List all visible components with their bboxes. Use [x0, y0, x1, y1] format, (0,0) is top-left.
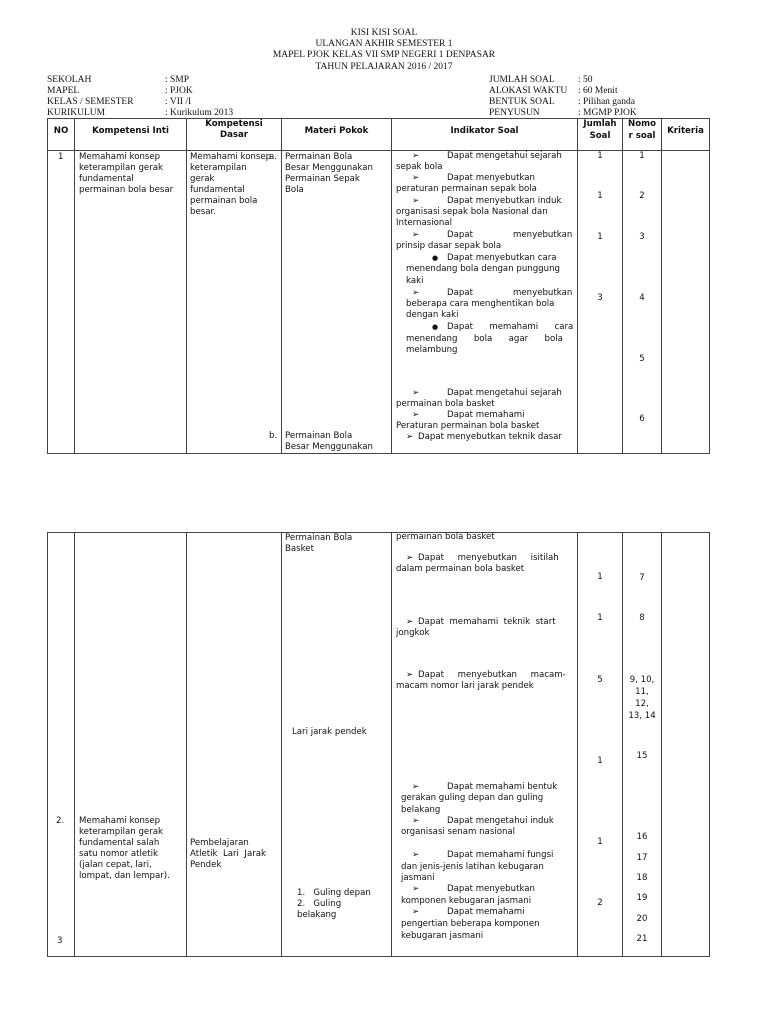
bullet-dot: ●	[432, 254, 439, 262]
info-value-mapel: : PJOK	[165, 86, 193, 96]
indicator-5-c: kaki	[406, 276, 424, 286]
row-2-nomor-12: 12,	[635, 699, 649, 709]
row-1-nomor-6: 6	[639, 414, 645, 424]
doc-title-2: ULANGAN AKHIR SEMESTER 1	[315, 39, 453, 49]
bullet-arrow: ➢	[412, 288, 420, 298]
row-1-nomor-1: 1	[639, 151, 645, 161]
bullet-arrow: ➢	[412, 850, 420, 860]
row-2-nomor-20: 20	[636, 914, 648, 924]
indicator-guling-2: gerakan guling depan dan guling	[401, 793, 544, 803]
materi-a-4: Bola	[285, 185, 304, 195]
indicator-7-c: melambung	[406, 345, 458, 355]
info-label-kelas: KELAS / SEMESTER	[47, 97, 134, 107]
indicator-1-a: Dapat mengetahui sejarah	[447, 151, 562, 161]
row-2-ki-6: lompat, dan lempar).	[79, 871, 170, 881]
indicator-senam-2: organisasi senam nasional	[401, 827, 516, 837]
info-label-alokasi: ALOKASI WAKTU	[489, 86, 568, 96]
bullet-arrow: ➢	[406, 617, 414, 627]
bullet-arrow: ➢	[406, 670, 414, 680]
materi-guling-1: 1. Guling depan	[297, 888, 371, 898]
indicator-3-c: Internasional	[396, 218, 452, 228]
materi-a-2: Besar Menggunakan	[285, 163, 373, 173]
row-2-jumlah-1: 1	[597, 572, 603, 582]
indicator-8-b: permainan bola basket	[396, 399, 495, 409]
info-label-penyusun: PENYUSUN	[489, 108, 540, 118]
indicator-4-c: prinsip dasar sepak bola	[396, 241, 502, 251]
indicator-1-b: sepak bola	[396, 162, 443, 172]
bullet-arrow: ➢	[412, 816, 420, 826]
row-2-ki-1: Memahami konsep	[79, 816, 161, 826]
row-2-nomor-16: 16	[636, 832, 648, 842]
indicator-lari-1: Dapat menyebutkan macam-	[418, 670, 566, 680]
row-2-jumlah-4: 1	[597, 756, 603, 766]
row-1-kd-2: keterampilan	[190, 163, 247, 173]
indicator-5-a: Dapat menyebutkan cara	[447, 253, 557, 263]
row-2-nomor-9: 9, 10,	[629, 675, 655, 685]
header-indikator-soal: Indikator Soal	[450, 126, 519, 136]
indicator-9-b: Peraturan permainan bola basket	[396, 421, 540, 431]
row-3-no: 3	[57, 936, 63, 946]
indicator-6-b: menyebutkan	[513, 288, 573, 298]
bullet-arrow: ➢	[412, 173, 420, 183]
row-1-ki-1: Memahami konsep	[79, 152, 161, 162]
row-1-kd-6: besar.	[190, 207, 216, 217]
header-nomor-soal-1: Nomo	[628, 119, 656, 129]
indicator-4-a: Dapat	[447, 230, 473, 240]
row-2-nomor-7: 7	[639, 573, 645, 583]
row-1-nomor-4: 4	[639, 293, 645, 303]
row-1-jumlah-1: 1	[597, 151, 603, 161]
row-2-kd-2: Atletik Lari Jarak	[190, 849, 266, 859]
header-jumlah-soal-2: Soal	[589, 131, 611, 141]
materi-guling-2: 2. Guling	[297, 899, 342, 909]
materi-basket-2: Basket	[285, 544, 314, 554]
info-label-sekolah: SEKOLAH	[47, 75, 92, 85]
header-jumlah-soal-1: Jumlah	[583, 119, 617, 129]
indicator-6-d: dengan kaki	[406, 310, 459, 320]
info-value-kurikulum: : Kurikulum 2013	[165, 108, 234, 118]
indicator-9-a: Dapat memahami	[447, 410, 525, 420]
indicator-start-2: jongkok	[396, 628, 430, 638]
header-no: NO	[53, 126, 69, 136]
bullet-arrow: ➢	[406, 432, 414, 442]
materi-b-2: Besar Menggunakan	[285, 442, 373, 452]
bullet-arrow: ➢	[406, 553, 414, 563]
info-label-jumlah: JUMLAH SOAL	[489, 75, 555, 85]
bullet-arrow: ➢	[412, 230, 420, 240]
info-value-bentuk: : Pilihan ganda	[578, 97, 635, 107]
indicator-fungsi-1: Dapat memahami fungsi	[447, 850, 554, 860]
bullet-arrow: ➢	[412, 196, 420, 206]
materi-guling-3: belakang	[297, 910, 337, 920]
row-1-ki-4: permainan bola besar	[79, 185, 174, 195]
row-1-kd-4: fundamental	[190, 185, 245, 195]
row-2-nomor-8: 8	[639, 613, 645, 623]
indicator-3-a: Dapat menyebutkan induk	[447, 196, 562, 206]
row-2-nomor-17: 17	[636, 853, 648, 863]
row-2-jumlah-5: 1	[597, 837, 603, 847]
info-value-penyusun: : MGMP PJOK	[578, 108, 637, 118]
header-kompetensi-inti: Kompetensi Inti	[92, 126, 169, 136]
indicator-cont: permainan bola basket	[396, 532, 495, 542]
row-1-nomor-2: 2	[639, 191, 645, 201]
materi-basket-1: Permainan Bola	[285, 533, 353, 543]
bullet-arrow: ➢	[412, 410, 420, 420]
header-kriteria: Kriteria	[667, 126, 704, 136]
indicator-2-a: Dapat menyebutkan	[447, 173, 535, 183]
indicator-istilah-2: dalam permainan bola basket	[396, 564, 525, 574]
row-2-nomor-18: 18	[636, 873, 648, 883]
bullet-arrow: ➢	[412, 782, 420, 792]
header-kompetensi-dasar-1: Kompetensi	[205, 119, 263, 129]
info-label-kurikulum: KURIKULUM	[47, 108, 106, 118]
indicator-lari-2: macam nomor lari jarak pendek	[396, 681, 534, 691]
indicator-senam-1: Dapat mengetahui induk	[447, 816, 554, 826]
row-1-kd-3: gerak	[190, 174, 215, 184]
materi-b-1: Permainan Bola	[285, 431, 353, 441]
bullet-arrow: ➢	[412, 907, 420, 917]
indicator-2-b: peraturan permainan sepak bola	[396, 184, 537, 194]
indicator-7-b: menendang bola agar bola	[406, 334, 563, 344]
materi-a-marker: a.	[269, 152, 277, 162]
indicator-start-1: Dapat memahami teknik start	[418, 617, 556, 627]
materi-a-3: Permainan Sepak	[285, 174, 360, 184]
row-2-nomor-15: 15	[636, 751, 648, 761]
info-value-jumlah: : 50	[578, 75, 593, 85]
indicator-10: Dapat menyebutkan teknik dasar	[418, 432, 562, 442]
row-1-jumlah-2: 1	[597, 191, 603, 201]
row-2-ki-3: fundamental salah	[79, 838, 160, 848]
indicator-fungsi-2: dan jenis-jenis latihan kebugaran	[401, 862, 544, 872]
row-1-jumlah-3: 1	[597, 232, 603, 242]
bullet-arrow: ➢	[412, 884, 420, 894]
indicator-fungsi-3: jasmani	[401, 873, 435, 883]
materi-a-1: Permainan Bola	[285, 152, 353, 162]
indicator-6-a: Dapat	[447, 288, 473, 298]
row-2-no: 2.	[56, 816, 65, 826]
indicator-7-a: Dapat memahami cara	[447, 322, 574, 332]
row-2-nomor-21: 21	[636, 934, 648, 944]
row-2-jumlah-3: 5	[597, 675, 603, 685]
doc-title-3: MAPEL PJOK KELAS VII SMP NEGERI 1 DENPASAR	[272, 50, 496, 60]
indicator-5-b: menendang bola dengan punggung	[406, 264, 560, 274]
row-2-jumlah-2: 1	[597, 613, 603, 623]
info-value-kelas: : VII /I	[165, 97, 192, 107]
doc-title-1: KISI KISI SOAL	[350, 28, 418, 38]
row-1-jumlah-4: 3	[597, 293, 603, 303]
row-2-ki-2: keterampilan gerak	[79, 827, 163, 837]
row-1-no: 1	[58, 152, 64, 162]
info-value-alokasi: : 60 Menit	[578, 86, 618, 96]
row-1-nomor-5: 5	[639, 354, 645, 364]
indicator-istilah-1: Dapat menyebutkan isitilah	[418, 553, 559, 563]
indicator-4-b: menyebutkan	[513, 230, 573, 240]
indicator-6-c: beberapa cara menghentikan bola	[406, 299, 555, 309]
materi-lari: Lari jarak pendek	[292, 727, 367, 737]
row-2-kd-3: Pendek	[190, 860, 222, 870]
indicator-komponen-2: komponen kebugaran jasmani	[401, 896, 532, 906]
info-label-mapel: MAPEL	[47, 86, 80, 96]
row-2-nomor-13: 13, 14	[628, 711, 656, 721]
row-2-nomor-11: 11,	[635, 687, 649, 697]
indicator-pengertian-1: Dapat memahami	[447, 907, 525, 917]
info-label-bentuk: BENTUK SOAL	[489, 97, 555, 107]
row-1-nomor-3: 3	[639, 232, 645, 242]
indicator-guling-1: Dapat memahami bentuk	[447, 782, 558, 792]
row-2-nomor-19: 19	[636, 893, 648, 903]
bullet-dot: ●	[432, 323, 439, 331]
row-1-kd-5: permainan bola	[190, 196, 258, 206]
doc-title-4: TAHUN PELAJARAN 2016 / 2017	[315, 62, 453, 72]
indicator-komponen-1: Dapat menyebutkan	[447, 884, 535, 894]
row-1-ki-3: fundamental	[79, 174, 134, 184]
header-nomor-soal-2: r soal	[628, 131, 656, 141]
bullet-arrow: ➢	[412, 388, 420, 398]
header-materi-pokok: Materi Pokok	[304, 126, 369, 136]
indicator-pengertian-2: pengertian beberapa komponen	[401, 919, 540, 929]
indicator-8-a: Dapat mengetahui sejarah	[447, 388, 562, 398]
row-1-ki-2: keterampilan gerak	[79, 163, 163, 173]
indicator-guling-3: belakang	[401, 805, 441, 815]
row-2-ki-4: satu nomor atletik	[79, 849, 158, 859]
header-kompetensi-dasar-2: Dasar	[219, 130, 249, 140]
row-1-kd-1: Memahami konsep	[190, 152, 272, 162]
indicator-pengertian-3: kebugaran jasmani	[401, 931, 484, 941]
info-value-sekolah: : SMP	[165, 75, 190, 85]
materi-b-marker: b.	[269, 431, 278, 441]
indicator-3-b: organisasi sepak bola Nasional dan	[396, 207, 548, 217]
bullet-arrow: ➢	[412, 151, 420, 161]
row-2-kd-1: Pembelajaran	[190, 838, 249, 848]
row-2-jumlah-6: 2	[597, 898, 603, 908]
row-2-ki-5: (jalan cepat, lari,	[79, 860, 152, 870]
